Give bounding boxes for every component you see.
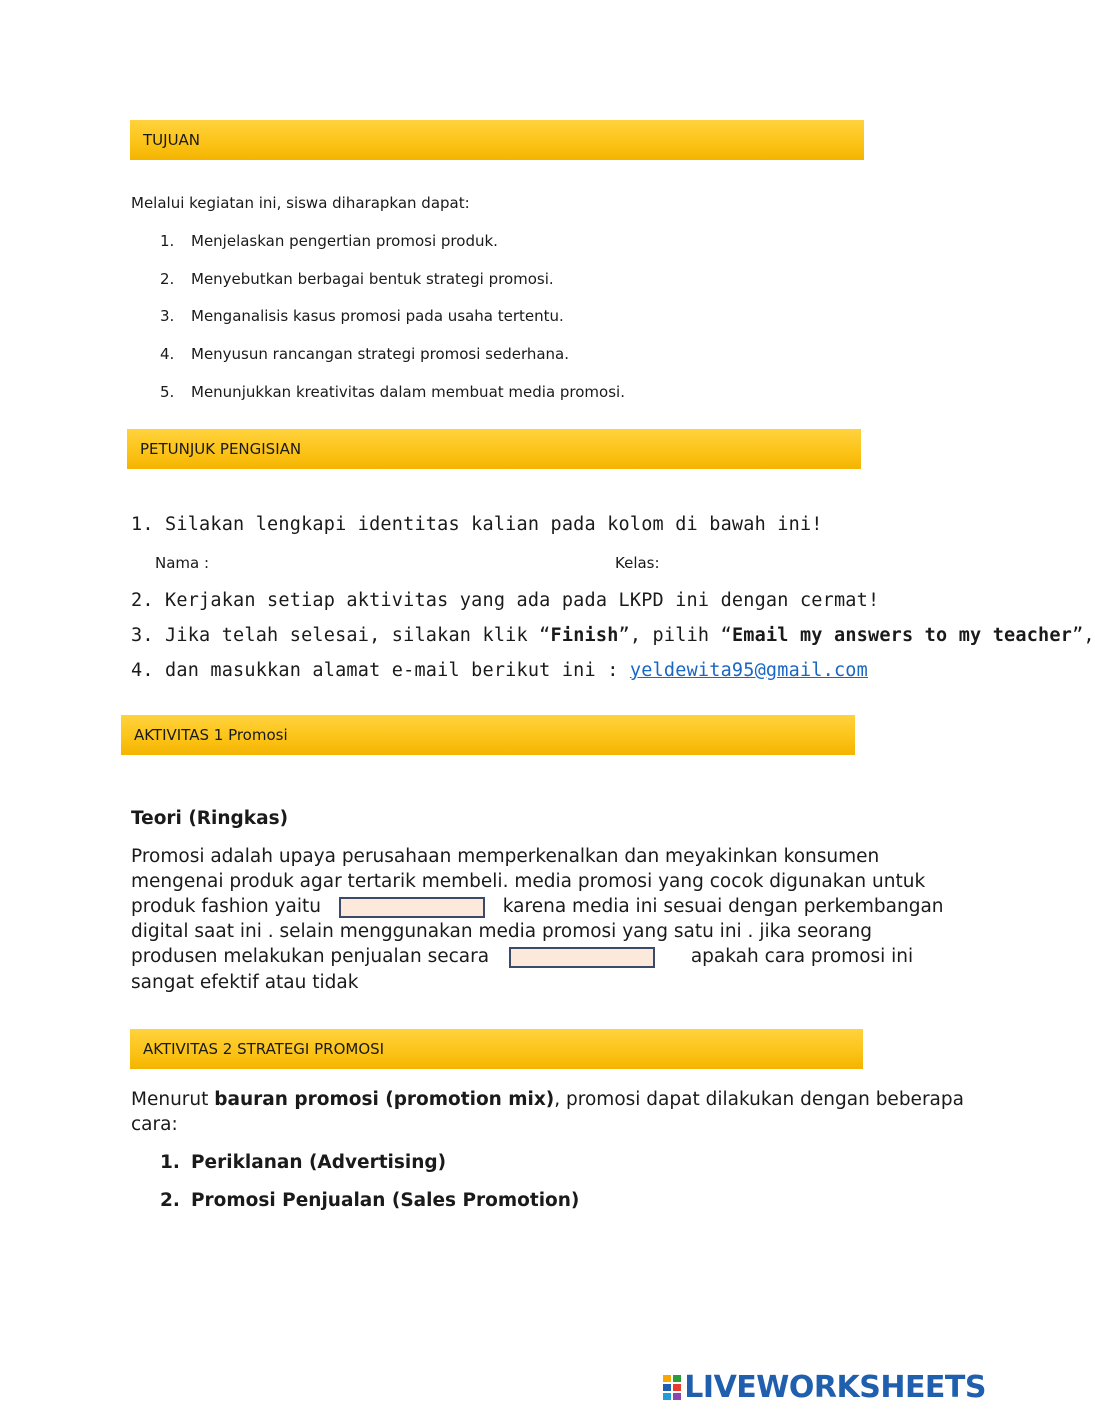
answer-blank-2[interactable] <box>509 947 655 968</box>
teori-line-1: Promosi adalah upaya perusahaan memperkenalkan dan meyakinkan konsumen <box>131 846 880 867</box>
list-item: 3. Menganalisis kasus promosi pada usaha tertentu. <box>160 307 564 326</box>
email-link[interactable]: yeldewita95@gmail.com <box>629 660 868 681</box>
petunjuk-step-3: 3. Jika telah selesai, silakan klik “Finish”, pilih “Email my answers to my teacher”, <box>131 625 1095 646</box>
nama-label: Nama : <box>155 554 210 572</box>
teori-line-4: digital saat ini . selain menggunakan media promosi yang satu ini . jika seorang <box>131 921 872 942</box>
logo-cell <box>663 1393 671 1400</box>
petunjuk-header <box>127 429 861 469</box>
petunjuk-step-4: 4. dan masukkan alamat e-mail berikut ini : yeldewita95@gmail.com <box>131 660 868 681</box>
finish-label: Finish <box>550 625 619 646</box>
teori-line-6: sangat efektif atau tidak <box>131 972 359 993</box>
list-item: 5. Menunjukkan kreativitas dalam membuat media promosi. <box>160 383 625 402</box>
logo-cell <box>673 1375 681 1382</box>
list-item: 2. Menyebutkan berbagai bentuk strategi promosi. <box>160 269 554 288</box>
logo-cell <box>673 1393 681 1400</box>
aktivitas2-intro: Menurut bauran promosi (promotion mix), promosi dapat dilakukan dengan beberapa <box>131 1089 964 1110</box>
aktivitas2-intro-line-2: cara: <box>131 1114 178 1135</box>
tujuan-intro: Melalui kegiatan ini, siswa diharapkan dapat: <box>131 194 470 212</box>
list-item: 1. Menjelaskan pengertian promosi produk. <box>160 231 498 250</box>
list-item: 2. Promosi Penjualan (Sales Promotion) <box>160 1190 580 1211</box>
logo-cell <box>673 1384 681 1391</box>
aktivitas2-header-text: AKTIVITAS 2 STRATEGI PROMOSI <box>143 1040 385 1058</box>
logo-cell <box>663 1375 671 1382</box>
email-option-label: Email my answers to my teacher <box>731 625 1073 646</box>
tujuan-header-text: TUJUAN <box>143 131 201 149</box>
teori-line-3: produk fashion yaitu karena media ini sesuai dengan perkembangan <box>131 896 944 917</box>
petunjuk-step-1: 1. Silakan lengkapi identitas kalian pada kolom di bawah ini! <box>131 514 823 535</box>
teori-line-2: mengenai produk agar tertarik membeli. media promosi yang cocok digunakan untuk <box>131 871 926 892</box>
tujuan-header <box>130 120 864 160</box>
logo-grid-icon <box>663 1375 681 1400</box>
logo-text: LIVEWORKSHEETS <box>684 1370 986 1405</box>
aktivitas1-header <box>121 715 855 755</box>
aktivitas1-header-text: AKTIVITAS 1 Promosi <box>134 726 288 744</box>
list-item: 1. Periklanan (Advertising) <box>160 1152 447 1173</box>
teori-line-5: produsen melakukan penjualan secara apakah cara promosi ini <box>131 946 914 967</box>
petunjuk-step-2: 2. Kerjakan setiap aktivitas yang ada pada LKPD ini dengan cermat! <box>131 590 880 611</box>
answer-blank-1[interactable] <box>339 897 485 918</box>
aktivitas2-header <box>130 1029 863 1069</box>
logo-cell <box>663 1384 671 1391</box>
petunjuk-header-text: PETUNJUK PENGISIAN <box>140 440 302 458</box>
liveworksheets-logo <box>663 1370 986 1405</box>
tujuan-list <box>160 222 625 411</box>
list-item: 4. Menyusun rancangan strategi promosi sederhana. <box>160 345 570 364</box>
kelas-label: Kelas: <box>615 554 660 572</box>
teori-title: Teori (Ringkas) <box>131 808 289 829</box>
